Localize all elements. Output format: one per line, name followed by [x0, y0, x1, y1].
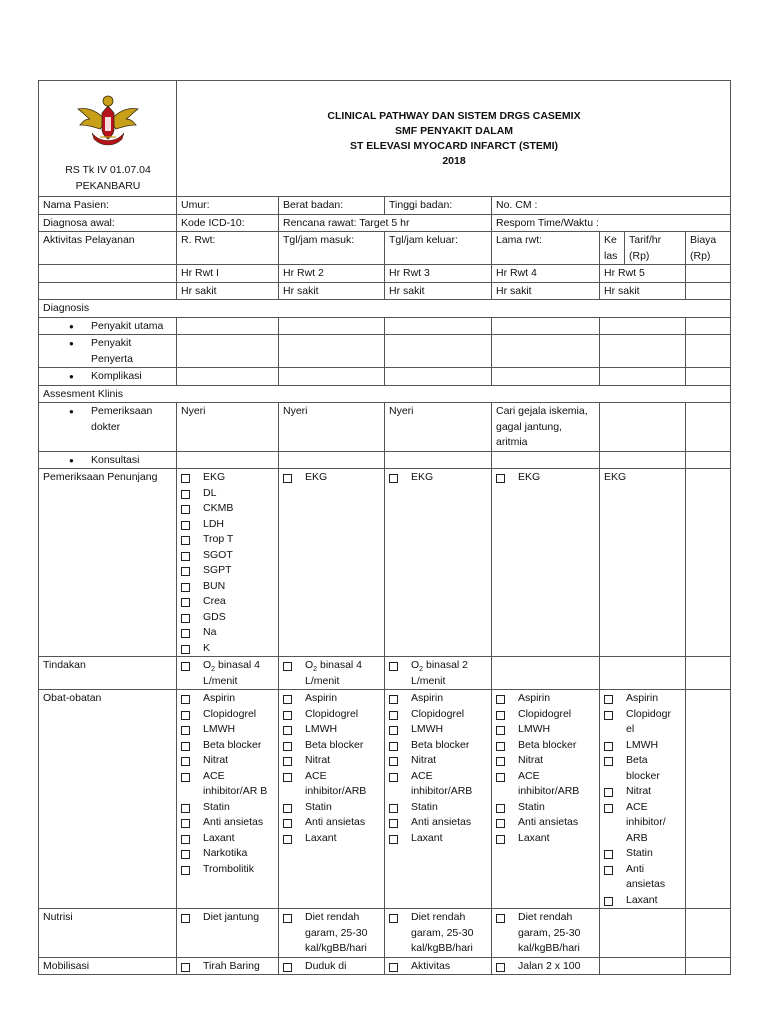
checkbox-item[interactable]: Aspirin: [604, 691, 682, 707]
hospital-city: PEKANBARU: [75, 179, 141, 192]
checkbox-item[interactable]: Laxant: [181, 831, 275, 847]
consultation-row: [39, 451, 731, 469]
checkbox-item[interactable]: EKG: [181, 470, 275, 486]
care-plan-label[interactable]: Rencana rawat: Target 5 hr: [279, 214, 492, 232]
tariff-label: Tarif/hr (Rp): [625, 232, 686, 265]
checkbox-item[interactable]: Beta blocker: [604, 753, 682, 784]
height-label[interactable]: Tinggi badan:: [385, 197, 492, 215]
discharge-label[interactable]: Tgl/jam keluar:: [385, 232, 492, 265]
length-of-stay-label[interactable]: Lama rwt:: [492, 232, 600, 265]
diagnosis-info-row: [39, 214, 731, 232]
comorbidity-row: [39, 335, 731, 368]
doctor-exam-day-1: Nyeri: [177, 403, 279, 452]
record-number-label[interactable]: No. CM :: [492, 197, 731, 215]
checkbox-item[interactable]: Statin: [181, 800, 275, 816]
response-time-label[interactable]: Respom Time/Waktu :: [492, 214, 731, 232]
doctor-exam-label: ● Pemeriksaan dokter: [43, 404, 173, 435]
service-activity-label: Aktivitas Pelayanan: [39, 232, 177, 265]
medication-day-4-list: [496, 691, 596, 846]
checkbox-item[interactable]: Anti ansietas: [389, 815, 488, 831]
checkbox-item[interactable]: ACE inhibitor/ARB: [389, 769, 488, 800]
procedure-row: [39, 657, 731, 690]
medication-day-3-list: [389, 691, 488, 846]
checkbox-item[interactable]: K: [181, 641, 275, 657]
checkbox-item[interactable]: Beta blocker: [283, 738, 381, 754]
checkbox-item[interactable]: Aspirin: [389, 691, 488, 707]
checkbox-item[interactable]: Statin: [496, 800, 596, 816]
checkbox-item[interactable]: Diet rendah garam, 25-30 kal/kgBB/hari: [496, 910, 596, 957]
checkbox-item[interactable]: EKG: [496, 470, 596, 486]
title-line-2: SMF PENYAKIT DALAM: [394, 125, 514, 137]
checkbox-item[interactable]: LMWH: [389, 722, 488, 738]
medication-day-1-list: [181, 691, 275, 877]
checkbox-item[interactable]: ACE inhibitor/ARB: [283, 769, 381, 800]
checkbox-item[interactable]: Clopidogrel: [496, 707, 596, 723]
checkbox-item[interactable]: Laxant: [604, 893, 682, 909]
age-label[interactable]: Umur:: [177, 197, 279, 215]
complication-label: ● Komplikasi: [43, 369, 173, 385]
patient-info-row: [39, 197, 731, 215]
checkbox-item[interactable]: Diet rendah garam, 25-30 kal/kgBB/hari: [283, 910, 381, 957]
admission-label[interactable]: Tgl/jam masuk:: [279, 232, 385, 265]
mobilization-label: Mobilisasi: [39, 957, 177, 975]
hospital-cell: [39, 81, 177, 197]
procedure-label: Tindakan: [39, 657, 177, 690]
checkbox-item[interactable]: Anti ansietas: [283, 815, 381, 831]
consultation-label: ● Konsultasi: [43, 453, 173, 469]
title-line-1: CLINICAL PATHWAY DAN SISTEM DRGS CASEMIX: [327, 110, 581, 122]
primary-disease-row: [39, 317, 731, 335]
checkbox-item[interactable]: Aspirin: [181, 691, 275, 707]
care-day-4: Hr Rwt 4: [492, 265, 600, 283]
initial-diagnosis-label[interactable]: Diagnosa awal:: [39, 214, 177, 232]
checkbox-item[interactable]: Nitrat: [604, 784, 682, 800]
ward-label[interactable]: R. Rwt:: [177, 232, 279, 265]
checkbox-item[interactable]: Nitrat: [389, 753, 488, 769]
checkbox-item[interactable]: Beta blocker: [181, 738, 275, 754]
checkbox-item[interactable]: DL: [181, 486, 275, 502]
sick-day-5: Hr sakit: [600, 282, 686, 300]
checkbox-item[interactable]: Nitrat: [181, 753, 275, 769]
checkbox-item[interactable]: Clopidogr el: [604, 707, 682, 738]
checkbox-item[interactable]: Statin: [283, 800, 381, 816]
doctor-exam-day-2: Nyeri: [279, 403, 385, 452]
sick-day-2: Hr sakit: [279, 282, 385, 300]
sick-day-3: Hr sakit: [385, 282, 492, 300]
checkbox-item[interactable]: $O_2$ binasal 4 L/menit: [283, 658, 381, 689]
doctor-exam-day-4: Cari gejala iskemia, gagal jantung, aritmia: [492, 403, 600, 452]
diagnosis-section-label: Diagnosis: [39, 300, 731, 318]
checkbox-item[interactable]: Laxant: [389, 831, 488, 847]
supporting-exam-day-1-list: [181, 470, 275, 656]
checkbox-item[interactable]: Clopidogrel: [181, 707, 275, 723]
checkbox-item[interactable]: BUN: [181, 579, 275, 595]
supporting-exam-row: [39, 469, 731, 657]
sick-day-4: Hr sakit: [492, 282, 600, 300]
care-day-1: Hr Rwt I: [177, 265, 279, 283]
checkbox-item[interactable]: Diet jantung: [181, 910, 275, 926]
clinical-pathway-sheet: [38, 80, 730, 975]
eagle-emblem-icon: [76, 93, 140, 149]
sick-day-row: [39, 282, 731, 300]
title-line-4: 2018: [442, 155, 466, 167]
checkbox-item[interactable]: Nitrat: [283, 753, 381, 769]
checkbox-item[interactable]: Statin: [604, 846, 682, 862]
care-day-5: Hr Rwt 5: [600, 265, 686, 283]
checkbox-item[interactable]: Aspirin: [283, 691, 381, 707]
assessment-section-row: [39, 385, 731, 403]
checkbox-item[interactable]: Nitrat: [496, 753, 596, 769]
checkbox-item[interactable]: EKG: [389, 470, 488, 486]
care-day-row: [39, 265, 731, 283]
header-row: [39, 81, 731, 197]
supporting-exam-label: Pemeriksaan Penunjang: [39, 469, 177, 657]
checkbox-item[interactable]: Anti ansietas: [496, 815, 596, 831]
checkbox-item[interactable]: LMWH: [181, 722, 275, 738]
document-title: [177, 81, 731, 197]
checkbox-item[interactable]: Clopidogrel: [389, 707, 488, 723]
icd-code-label[interactable]: Kode ICD-10:: [177, 214, 279, 232]
assessment-section-label: Assesment Klinis: [39, 385, 731, 403]
care-day-3: Hr Rwt 3: [385, 265, 492, 283]
checkbox-item[interactable]: Anti ansietas: [604, 862, 682, 893]
checkbox-item[interactable]: Laxant: [283, 831, 381, 847]
checkbox-item[interactable]: SGPT: [181, 563, 275, 579]
checkbox-item[interactable]: Beta blocker: [496, 738, 596, 754]
checkbox-item[interactable]: CKMB: [181, 501, 275, 517]
checkbox-item[interactable]: Aspirin: [496, 691, 596, 707]
checkbox-item[interactable]: Duduk di: [283, 959, 381, 975]
checkbox-item[interactable]: Anti ansietas: [181, 815, 275, 831]
checkbox-item[interactable]: Statin: [389, 800, 488, 816]
checkbox-item[interactable]: Trop T: [181, 532, 275, 548]
checkbox-item[interactable]: ACE inhibitor/AR B: [181, 769, 275, 800]
service-row: [39, 232, 731, 265]
medication-day-5-list: [604, 691, 682, 908]
checkbox-item[interactable]: Tirah Baring: [181, 959, 275, 975]
checkbox-item[interactable]: Trombolitik: [181, 862, 275, 878]
care-day-2: Hr Rwt 2: [279, 265, 385, 283]
hospital-name: RS Tk IV 01.07.04: [65, 164, 151, 176]
sick-day-1: Hr sakit: [177, 282, 279, 300]
checkbox-item[interactable]: Crea: [181, 594, 275, 610]
mobilization-row: [39, 957, 731, 975]
checkbox-item[interactable]: Diet rendah garam, 25-30 kal/kgBB/hari: [389, 910, 488, 957]
checkbox-item[interactable]: Laxant: [496, 831, 596, 847]
checkbox-item[interactable]: Jalan 2 x 100: [496, 959, 596, 975]
primary-disease-label: ● Penyakit utama: [43, 319, 173, 335]
checkbox-item[interactable]: Clopidogrel: [283, 707, 381, 723]
supporting-exam-day-5: EKG: [600, 469, 686, 657]
nutrition-label: Nutrisi: [39, 909, 177, 958]
checkbox-item[interactable]: Narkotika: [181, 846, 275, 862]
class-label: Ke las: [600, 232, 625, 265]
medication-day-2-list: [283, 691, 381, 846]
checkbox-item[interactable]: ACE inhibitor/ARB: [496, 769, 596, 800]
diagnosis-section-row: [39, 300, 731, 318]
checkbox-item[interactable]: LDH: [181, 517, 275, 533]
pathway-table: [38, 80, 731, 975]
title-line-3: ST ELEVASI MYOCARD INFARCT (STEMI): [349, 140, 559, 152]
checkbox-item[interactable]: LMWH: [604, 738, 682, 754]
checkbox-item[interactable]: Na: [181, 625, 275, 641]
checkbox-item[interactable]: LMWH: [496, 722, 596, 738]
checkbox-item[interactable]: Aktivitas: [389, 959, 488, 975]
doctor-exam-row: [39, 403, 731, 452]
complication-row: [39, 368, 731, 386]
checkbox-item[interactable]: $O_2$ binasal 2 L/menit: [389, 658, 488, 689]
medication-row: [39, 690, 731, 909]
checkbox-item[interactable]: EKG: [283, 470, 381, 486]
doctor-exam-day-3: Nyeri: [385, 403, 492, 452]
checkbox-item[interactable]: GDS: [181, 610, 275, 626]
weight-label[interactable]: Berat badan:: [279, 197, 385, 215]
checkbox-item[interactable]: LMWH: [283, 722, 381, 738]
comorbidity-label: ● Penyakit Penyerta: [43, 336, 173, 367]
medication-label: Obat-obatan: [39, 690, 177, 909]
checkbox-item[interactable]: Beta blocker: [389, 738, 488, 754]
checkbox-item[interactable]: ACE inhibitor/ ARB: [604, 800, 682, 847]
nutrition-row: [39, 909, 731, 958]
cost-label: Biaya (Rp): [686, 232, 731, 265]
checkbox-item[interactable]: SGOT: [181, 548, 275, 564]
patient-name-label[interactable]: Nama Pasien:: [39, 197, 177, 215]
checkbox-item[interactable]: $O_2$ binasal 4 L/menit: [181, 658, 275, 689]
